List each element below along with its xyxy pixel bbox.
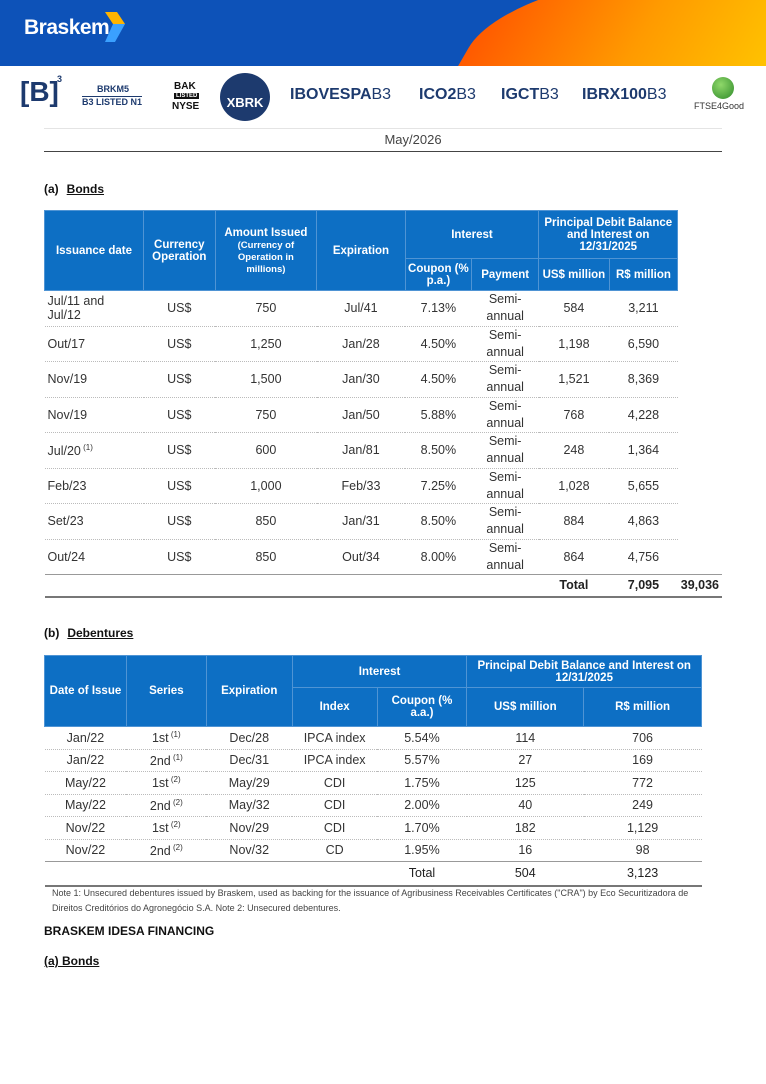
table-cell: US$	[144, 468, 216, 504]
header-banner	[0, 0, 766, 66]
table-cell: 2.00%	[377, 794, 467, 817]
table-cell: Nov/32	[206, 839, 292, 862]
b3-listed-logo: B3 LISTED N1	[82, 97, 143, 107]
listed-tag: LISTED	[176, 93, 198, 99]
footnote-ref: (2)	[170, 797, 183, 807]
ibrx100-logo	[582, 86, 667, 104]
col-expiration: Expiration	[206, 656, 292, 727]
table-cell: Jan/30	[317, 362, 406, 398]
table-cell: 8,369	[609, 362, 678, 398]
b3-suffix: B3	[646, 86, 667, 103]
b3-logo-sup: 3	[57, 74, 63, 84]
table-cell: 1,129	[584, 817, 702, 840]
table-row	[45, 727, 702, 750]
table-cell: Jan/22	[45, 727, 127, 750]
table-cell: Out/34	[317, 539, 406, 575]
col-index: Index	[292, 688, 377, 727]
table-cell	[405, 575, 471, 597]
section-title: Debentures	[67, 626, 134, 640]
table-cell: Total	[539, 575, 609, 597]
table-cell: 1,028	[539, 468, 609, 504]
table-cell: Nov/19	[45, 397, 144, 433]
col-issuance-date: Issuance date	[45, 211, 144, 291]
table-cell: 16	[467, 839, 584, 862]
table-cell: 7,095	[609, 575, 678, 597]
table-cell: 772	[584, 772, 702, 795]
table-cell: Semi-annual	[472, 433, 539, 469]
table-cell: 1,521	[539, 362, 609, 398]
table-cell: 8.50%	[405, 433, 471, 469]
total-row	[45, 575, 723, 597]
report-date	[44, 128, 722, 152]
footnote-ref: (1)	[80, 442, 93, 452]
footnote-ref: (2)	[168, 775, 181, 785]
table-cell: Out/17	[45, 326, 144, 362]
col-brl: R$ million	[584, 688, 702, 727]
col-date: Date of Issue	[45, 656, 127, 727]
table-cell	[472, 575, 539, 597]
table-cell: Nov/29	[206, 817, 292, 840]
table-row	[45, 817, 702, 840]
table-cell: US$	[144, 539, 216, 575]
table-cell: 750	[215, 291, 317, 327]
table-cell: 1st $^{(1)}$	[126, 727, 206, 750]
table-cell: 864	[539, 539, 609, 575]
table-cell	[144, 575, 216, 597]
table-row	[45, 362, 723, 398]
table-row	[45, 468, 723, 504]
table-cell: Jul/11 and Jul/12	[45, 291, 144, 327]
table-cell: 4.50%	[405, 326, 471, 362]
table-cell: May/32	[206, 794, 292, 817]
table-row	[45, 326, 723, 362]
bonds-section-title	[44, 182, 104, 196]
table-cell: 1st $^{(2)}$	[126, 817, 206, 840]
table-cell: Total	[377, 862, 467, 886]
col-payment: Payment	[472, 259, 539, 291]
col-principal: Principal Debit Balance and Interest on 12/31/2025	[467, 656, 702, 688]
table-cell: Semi-annual	[472, 362, 539, 398]
table-cell: 850	[215, 539, 317, 575]
ico2-logo	[419, 86, 476, 104]
ibovespa-text: IBOVESPA	[290, 86, 372, 103]
b3-suffix: B3	[539, 86, 559, 103]
col-interest: Interest	[292, 656, 467, 688]
table-cell: 1,250	[215, 326, 317, 362]
col-coupon: Coupon (% a.a.)	[377, 688, 467, 727]
braskem-logo: Braskem	[24, 16, 110, 39]
table-cell: US$	[144, 397, 216, 433]
table-cell: US$	[144, 504, 216, 540]
table-cell: May/22	[45, 772, 127, 795]
nyse-logo: NYSE	[172, 101, 200, 112]
table-cell: 5,655	[609, 468, 678, 504]
globe-icon	[712, 77, 734, 99]
table-cell: Jul/20 $^{(1)}$	[45, 433, 144, 469]
ftse4good-logo: FTSE4Good	[694, 101, 745, 111]
debentures-table	[44, 655, 702, 887]
table-cell: US$	[144, 433, 216, 469]
table-cell: 2nd $^{(2)}$	[126, 839, 206, 862]
xbrk-logo: XBRK	[220, 73, 270, 121]
table-cell: Jan/31	[317, 504, 406, 540]
idesa-title: BRASKEM IDESA FINANCING	[44, 924, 215, 938]
table-row	[45, 291, 723, 327]
table-cell: 8.00%	[405, 539, 471, 575]
table-cell: 1,500	[215, 362, 317, 398]
b3-suffix: B3	[371, 86, 392, 103]
amount-sub: (Currency of Operation in millions)	[237, 239, 295, 275]
table-cell: 4,863	[609, 504, 678, 540]
b3-logo: [B]	[20, 76, 59, 107]
table-cell: Jan/28	[317, 326, 406, 362]
col-usd: US$ million	[539, 259, 609, 291]
table-cell: US$	[144, 362, 216, 398]
table-cell: Semi-annual	[472, 504, 539, 540]
table-cell: Set/23	[45, 504, 144, 540]
ibovespa-logo	[290, 86, 391, 104]
table-cell: 600	[215, 433, 317, 469]
braskem-mark-icon	[103, 12, 125, 42]
col-brl: R$ million	[609, 259, 678, 291]
listing-logos	[0, 70, 766, 120]
table-cell: 1,364	[609, 433, 678, 469]
col-amount	[215, 211, 317, 291]
table-cell: 2nd $^{(2)}$	[126, 794, 206, 817]
igct-logo	[501, 86, 559, 104]
table-cell: 114	[467, 727, 584, 750]
col-principal: Principal Debit Balance and Interest on 12/31/2025	[539, 211, 678, 259]
table-row	[45, 539, 723, 575]
debentures-note: Note 1: Unsecured debentures issued by Braskem, used as backing for the issuance of Agribusiness Receivables Certificates ("CRA") by Eco Securitizadora de Direitos Creditórios do Agronegócio S.A. Note 2: Unsecured debentures.	[52, 888, 689, 913]
table-row	[45, 794, 702, 817]
table-cell: 1.70%	[377, 817, 467, 840]
table-cell: Nov/22	[45, 839, 127, 862]
table-cell	[215, 575, 317, 597]
table-cell: 98	[584, 839, 702, 862]
table-cell: Jan/22	[45, 749, 127, 772]
table-cell: 39,036	[678, 575, 722, 597]
footnote-ref: (2)	[170, 842, 183, 852]
table-cell: Semi-annual	[472, 397, 539, 433]
col-interest: Interest	[405, 211, 539, 259]
table-cell: 1,000	[215, 468, 317, 504]
table-cell: IPCA index	[292, 727, 377, 750]
table-cell: 4,756	[609, 539, 678, 575]
section-label: (a)	[44, 182, 59, 196]
table-cell: CDI	[292, 817, 377, 840]
footnote-ref: (2)	[168, 820, 181, 830]
section-title: Bonds	[66, 182, 105, 196]
amount-label: Amount Issued	[224, 226, 308, 239]
table-cell: 40	[467, 794, 584, 817]
table-cell: US$	[144, 291, 216, 327]
table-row	[45, 504, 723, 540]
table-cell: 1,198	[539, 326, 609, 362]
table-cell: Semi-annual	[472, 291, 539, 327]
table-cell: 706	[584, 727, 702, 750]
table-cell: 27	[467, 749, 584, 772]
brkm5-logo: BRKM5	[97, 84, 130, 94]
bak-logo: BAK	[174, 81, 196, 92]
table-cell: Out/24	[45, 539, 144, 575]
table-cell: 8.50%	[405, 504, 471, 540]
table-cell: Jan/81	[317, 433, 406, 469]
table-cell: 3,211	[609, 291, 678, 327]
table-cell: Jan/50	[317, 397, 406, 433]
col-currency: Currency Operation	[144, 211, 216, 291]
table-cell: May/29	[206, 772, 292, 795]
table-cell: Nov/19	[45, 362, 144, 398]
section-label: (b)	[44, 626, 60, 640]
table-cell: Feb/33	[317, 468, 406, 504]
table-cell: 7.13%	[405, 291, 471, 327]
col-series: Series	[126, 656, 206, 727]
col-expiration: Expiration	[317, 211, 406, 291]
table-row	[45, 839, 702, 862]
debentures-section-title	[44, 626, 133, 640]
table-cell: 7.25%	[405, 468, 471, 504]
table-cell: 249	[584, 794, 702, 817]
b3-suffix: B3	[456, 86, 476, 103]
table-cell: 2nd $^{(1)}$	[126, 749, 206, 772]
col-coupon: Coupon (% p.a.)	[405, 259, 471, 291]
col-usd: US$ million	[467, 688, 584, 727]
table-cell	[126, 862, 206, 886]
table-cell	[317, 575, 406, 597]
table-cell: IPCA index	[292, 749, 377, 772]
table-cell: 5.88%	[405, 397, 471, 433]
table-cell	[45, 575, 144, 597]
table-row	[45, 772, 702, 795]
table-row	[45, 433, 723, 469]
banner-wave	[438, 0, 766, 66]
table-cell: 182	[467, 817, 584, 840]
table-row	[45, 397, 723, 433]
table-cell: 750	[215, 397, 317, 433]
date-text: May/2026	[384, 132, 442, 147]
table-cell	[206, 862, 292, 886]
table-cell: 248	[539, 433, 609, 469]
table-cell: Jul/41	[317, 291, 406, 327]
table-row	[45, 749, 702, 772]
igct-text: IGCT	[501, 86, 540, 103]
table-cell: 5.57%	[377, 749, 467, 772]
ibrx100-text: IBRX100	[582, 86, 647, 103]
table-cell: 4.50%	[405, 362, 471, 398]
table-cell: 6,590	[609, 326, 678, 362]
total-row	[45, 862, 702, 886]
table-cell: Semi-annual	[472, 468, 539, 504]
table-cell: 850	[215, 504, 317, 540]
table-cell: 5.54%	[377, 727, 467, 750]
table-cell: Dec/31	[206, 749, 292, 772]
table-cell: 3,123	[584, 862, 702, 886]
table-cell: 1.95%	[377, 839, 467, 862]
table-cell: US$	[144, 326, 216, 362]
table-cell: CD	[292, 839, 377, 862]
table-cell: 884	[539, 504, 609, 540]
table-cell: Dec/28	[206, 727, 292, 750]
table-cell: 1.75%	[377, 772, 467, 795]
table-cell: CDI	[292, 772, 377, 795]
table-cell: 1st $^{(2)}$	[126, 772, 206, 795]
idesa-bonds-subtitle: (a) Bonds	[44, 954, 100, 968]
table-cell: CDI	[292, 794, 377, 817]
table-cell: Semi-annual	[472, 539, 539, 575]
table-cell: Semi-annual	[472, 326, 539, 362]
table-cell: 768	[539, 397, 609, 433]
table-cell: 4,228	[609, 397, 678, 433]
table-cell: Nov/22	[45, 817, 127, 840]
table-cell: Feb/23	[45, 468, 144, 504]
table-cell	[45, 862, 127, 886]
bonds-table	[44, 210, 722, 598]
table-cell: 125	[467, 772, 584, 795]
ico2-text: ICO2	[419, 86, 457, 103]
table-cell: 504	[467, 862, 584, 886]
footnote-ref: (1)	[168, 730, 181, 740]
footnote-ref: (1)	[170, 752, 183, 762]
table-cell	[292, 862, 377, 886]
table-cell: May/22	[45, 794, 127, 817]
table-cell: 169	[584, 749, 702, 772]
table-cell: 584	[539, 291, 609, 327]
